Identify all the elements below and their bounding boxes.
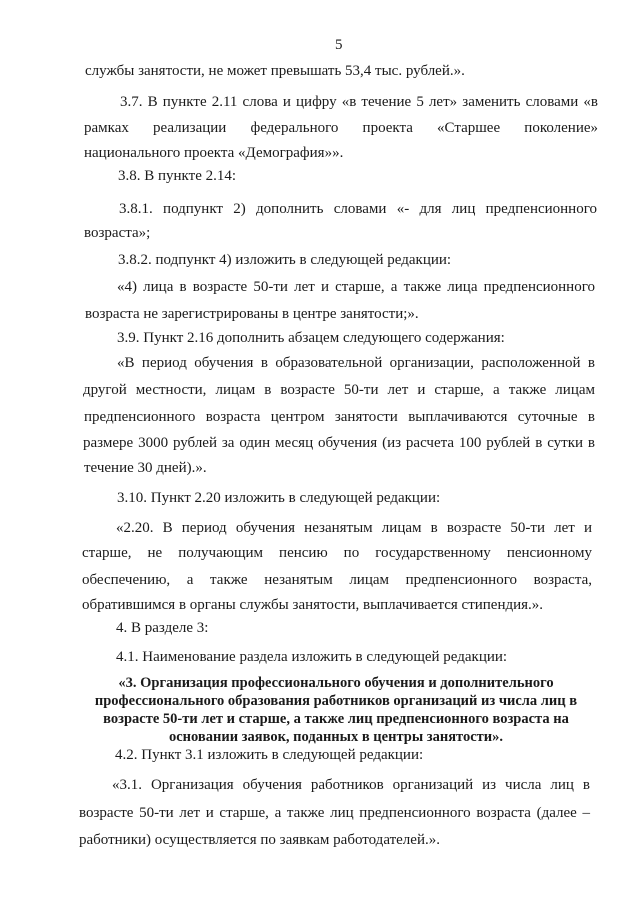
text-line: 3.8. В пункте 2.14:: [118, 168, 237, 184]
text-line: 4.1. Наименование раздела изложить в следующей редакции:: [116, 649, 508, 665]
text-line: возрасте 50-ти лет и старше, а также лиц предпенсионного возраста (далее –: [79, 805, 590, 821]
text-line: 3.8.2. подпункт 4) изложить в следующей редакции:: [118, 252, 452, 268]
section-heading-line: основании заявок, поданных в центры занятости».: [168, 729, 504, 745]
text-line: старше, не получающим пенсию по государственному пенсионному: [82, 545, 592, 561]
text-line: 3.8.1. подпункт 2) дополнить словами «- для лиц предпенсионного: [119, 201, 597, 217]
text-line: «3.1. Организация обучения работников организаций из числа лиц в: [112, 777, 590, 793]
text-line: «2.20. В период обучения незанятым лицам в возрасте 50-ти лет и: [116, 520, 592, 536]
text-line: возраста не зарегистрированы в центре занятости;».: [85, 306, 419, 322]
text-line: обеспечению, а также незанятым лицам предпенсионного возраста,: [82, 572, 592, 588]
text-line: 3.10. Пункт 2.20 изложить в следующей редакции:: [117, 490, 441, 506]
text-line: 3.7. В пункте 2.11 слова и цифру «в течение 5 лет» заменить словами «в: [120, 94, 598, 110]
text-line: 4. В разделе 3:: [116, 620, 209, 636]
text-line: «4) лица в возрасте 50-ти лет и старше, а также лица предпенсионного: [117, 279, 595, 295]
section-heading-line: профессионального образования работников организаций из числа лиц в: [94, 693, 578, 709]
text-line: рамках реализации федерального проекта «Старшее поколение»: [84, 120, 598, 136]
text-line: течение 30 дней).».: [84, 460, 207, 476]
section-heading-line: «3. Организация профессионального обучения и дополнительного: [118, 675, 554, 691]
text-line: 4.2. Пункт 3.1 изложить в следующей редакции:: [115, 747, 424, 763]
text-line: «В период обучения в образовательной организации, расположенной в: [117, 355, 595, 371]
text-line: размере 3000 рублей за один месяц обучения (из расчета 100 рублей в сутки в: [83, 435, 595, 451]
text-line: работники) осуществляется по заявкам работодателей.».: [79, 832, 440, 848]
text-line: возраста»;: [84, 225, 151, 241]
text-line: предпенсионного возраста центром занятости выплачиваются суточные в: [84, 409, 595, 425]
text-line: 3.9. Пункт 2.16 дополнить абзацем следующего содержания:: [117, 330, 505, 346]
section-heading-line: возрасте 50-ти лет и старше, а также лиц предпенсионного возраста на: [103, 711, 569, 727]
page-number: 5: [335, 37, 343, 53]
text-line: службы занятости, не может превышать 53,4 тыс. рублей.».: [85, 63, 465, 79]
text-line: другой местности, лицам в возрасте 50-ти лет и старше, а также лицам: [83, 382, 595, 398]
text-line: обратившимся в органы службы занятости, выплачивается стипендия.».: [82, 597, 544, 613]
text-line: национального проекта «Демография»».: [84, 145, 344, 161]
